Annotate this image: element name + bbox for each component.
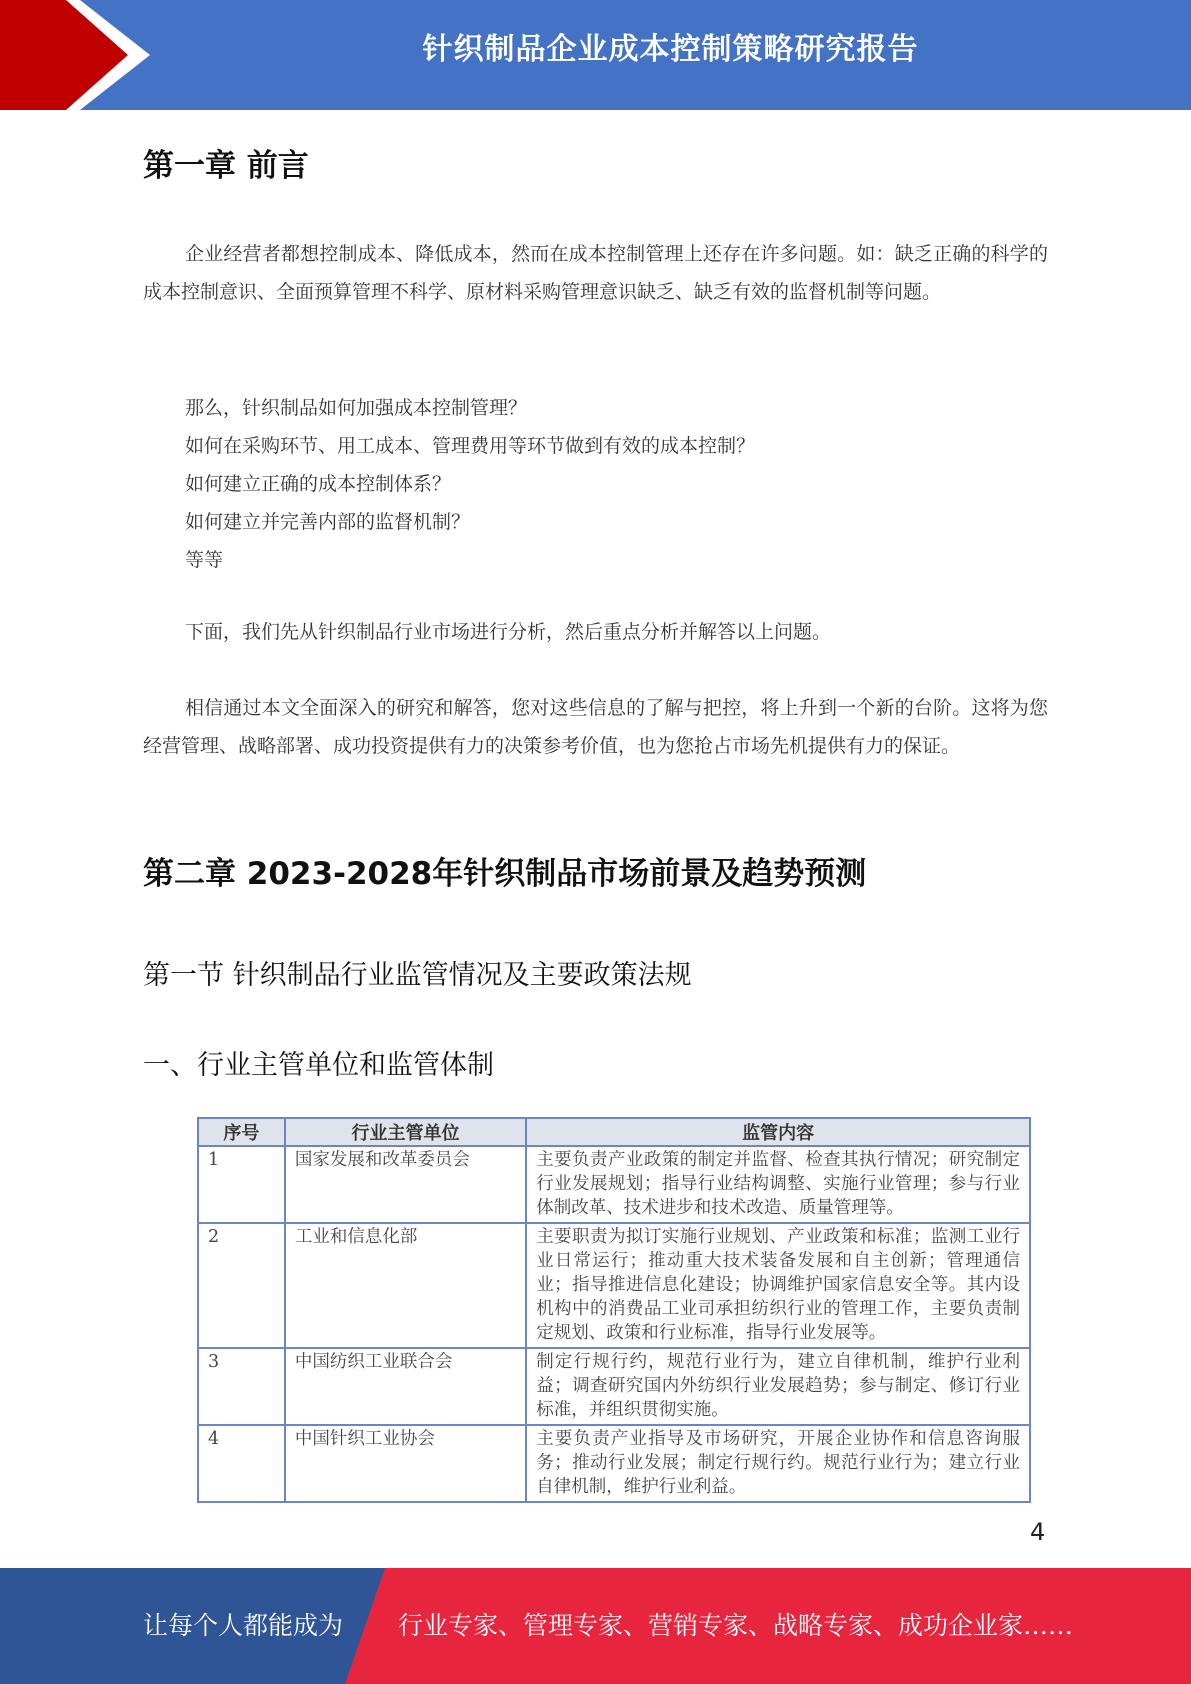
regulatory-table (197, 1117, 1031, 1503)
page-number: 4 (1030, 1518, 1046, 1546)
header-banner (0, 0, 1191, 110)
table-row (198, 1348, 1030, 1425)
column-header-content: 监管内容 (526, 1118, 1030, 1146)
row-content: 主要负责产业指导及市场研究，开展企业协作和信息咨询服务；推动行业发展；制定行规行约。规范行业行为；建立行业自律机制，维护行业利益。 (526, 1425, 1030, 1502)
row-unit: 中国针织工业协会 (285, 1425, 526, 1502)
subsection-1-heading: 一、行业主管单位和监管体制 (143, 1050, 494, 1081)
footer-banner (0, 1568, 1191, 1684)
chapter-1-heading: 第一章 前言 (143, 148, 309, 184)
row-content: 主要职责为拟订实施行业规划、产业政策和标准；监测工业行业日常运行；推动重大技术装备发展和自主创新；管理通信业；指导推进信息化建设；协调维护国家信息安全等。其内设机构中的消费品工业司承担纺织行业的管理工作，主要负责制定规划、政策和行业标准，指导行业发展等。 (526, 1223, 1030, 1348)
table-row (198, 1146, 1030, 1223)
row-number: 3 (198, 1348, 285, 1425)
table-header-row (198, 1118, 1030, 1146)
section-1-heading: 第一节 针织制品行业监管情况及主要政策法规 (143, 960, 692, 991)
question-item: 如何在采购环节、用工成本、管理费用等环节做到有效的成本控制？ (185, 435, 756, 457)
question-item: 等等 (185, 549, 224, 571)
question-item: 如何建立并完善内部的监督机制？ (185, 511, 471, 533)
row-number: 2 (198, 1223, 285, 1348)
question-item: 那么，针织制品如何加强成本控制管理？ (185, 397, 528, 419)
analysis-paragraph: 下面，我们先从针织制品行业市场进行分析，然后重点分析并解答以上问题。 (185, 621, 832, 643)
report-title: 针织制品企业成本控制策略研究报告 (422, 32, 919, 67)
closing-paragraph: 相信通过本文全面深入的研究和解答，您对这些信息的了解与把控，将上升到一个新的台阶。这将为您经营管理、战略部署、成功投资提供有力的决策参考价值，也为您抢占市场先机提供有力的保证。 (143, 697, 1048, 757)
footer-slogan-left: 让每个人都能成为 (143, 1611, 344, 1640)
chapter-2-heading: 第二章 2023-2028年针织制品市场前景及趋势预测 (143, 856, 867, 892)
question-item: 如何建立正确的成本控制体系？ (185, 473, 452, 495)
table-row (198, 1425, 1030, 1502)
row-content: 主要负责产业政策的制定并监督、检查其执行情况；研究制定行业发展规划；指导行业结构调整、实施行业管理；参与行业体制改革、技术进步和技术改造、质量管理等。 (526, 1146, 1030, 1223)
row-unit: 工业和信息化部 (285, 1223, 526, 1348)
row-number: 1 (198, 1146, 285, 1223)
row-number: 4 (198, 1425, 285, 1502)
column-header-unit: 行业主管单位 (285, 1118, 526, 1146)
footer-slogan-right: 行业专家、管理专家、营销专家、战略专家、成功企业家…… (398, 1611, 1074, 1640)
header-chevron-graphic (0, 0, 160, 110)
row-unit: 中国纺织工业联合会 (285, 1348, 526, 1425)
column-header-number: 序号 (198, 1118, 285, 1146)
table-row (198, 1223, 1030, 1348)
intro-paragraph: 企业经营者都想控制成本、降低成本，然而在成本控制管理上还存在许多问题。如：缺乏正确的科学的成本控制意识、全面预算管理不科学、原材料采购管理意识缺乏、缺乏有效的监督机制等问题。 (143, 243, 1048, 303)
row-unit: 国家发展和改革委员会 (285, 1146, 526, 1223)
row-content: 制定行规行约，规范行业行为，建立自律机制，维护行业利益；调查研究国内外纺织行业发展趋势；参与制定、修订行业标准，并组织贯彻实施。 (526, 1348, 1030, 1425)
